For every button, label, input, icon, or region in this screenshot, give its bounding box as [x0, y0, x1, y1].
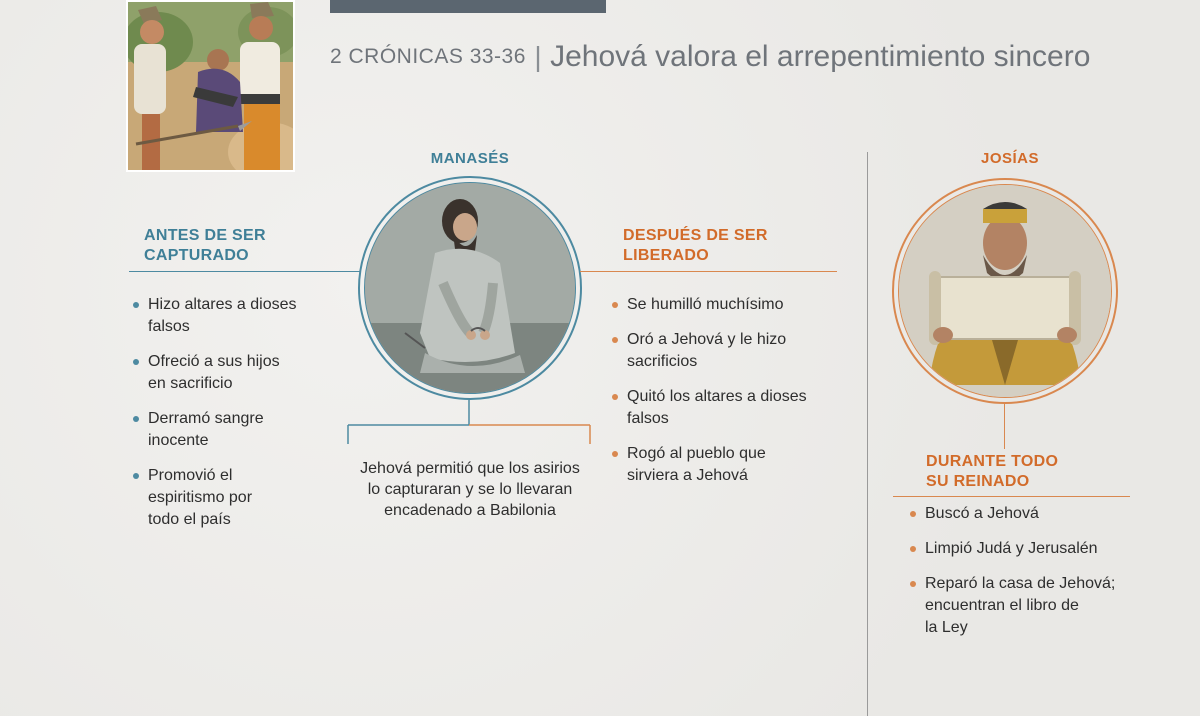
list-item: [610, 443, 850, 487]
caption-line: encadenado a Babilonia: [384, 502, 556, 519]
item-line: Quitó los altares a dioses: [627, 388, 807, 405]
list-item: [908, 503, 1168, 525]
before-title-line2: CAPTURADO: [144, 247, 249, 264]
list-item: [610, 329, 850, 373]
manases-portrait: [358, 176, 582, 400]
page-header: [330, 40, 1090, 74]
after-title-line2: LIBERADO: [623, 247, 709, 264]
item-line: Promovió el: [148, 467, 233, 484]
before-title-line1: ANTES DE SER: [144, 227, 266, 244]
item-line: espiritismo por: [148, 489, 253, 506]
bullet-dot: [612, 337, 618, 343]
bullet-dot: [133, 359, 139, 365]
during-divider-line: [893, 496, 1130, 497]
list-item: [131, 294, 351, 338]
list-item: [908, 573, 1168, 639]
during-title-line2: SU REINADO: [926, 473, 1030, 490]
item-line: Rogó al pueblo que: [627, 445, 766, 462]
item-line: en sacrificio: [148, 375, 233, 392]
header-bar: [330, 0, 606, 13]
list-item: [908, 538, 1168, 560]
josias-portrait: [892, 178, 1118, 404]
item-line: Buscó a Jehová: [925, 505, 1039, 522]
item-line: falsos: [148, 318, 190, 335]
item-line: Ofreció a sus hijos: [148, 353, 280, 370]
bullet-dot: [133, 302, 139, 308]
item-line: Hizo altares a dioses: [148, 296, 297, 313]
scripture-reference: 2 CRÓNICAS 33-36: [330, 45, 526, 68]
item-line: todo el país: [148, 511, 231, 528]
caption-bracket: [344, 398, 594, 448]
item-line: inocente: [148, 432, 209, 449]
during-reign-title: [926, 452, 1058, 492]
bullet-dot: [612, 451, 618, 457]
bullet-dot: [133, 473, 139, 479]
item-line: falsos: [627, 410, 669, 427]
header-separator: |: [534, 41, 542, 72]
page-title: Jehová valora el arrepentimiento sincero: [550, 40, 1091, 73]
list-item: [610, 294, 850, 316]
item-line: Limpió Judá y Jerusalén: [925, 540, 1098, 557]
capture-scene-illustration: [126, 0, 295, 172]
list-item: [131, 351, 351, 395]
manases-kneeling-drawing: [365, 183, 575, 393]
before-capture-list: [131, 294, 351, 544]
section-divider: [867, 152, 868, 716]
before-capture-title: [144, 226, 266, 266]
josias-scroll-drawing: [899, 185, 1111, 397]
before-divider-line: [129, 271, 361, 272]
item-line: Reparó la casa de Jehová;: [925, 575, 1116, 592]
item-line: Se humilló muchísimo: [627, 296, 784, 313]
bullet-dot: [910, 546, 916, 552]
captivity-caption: [330, 458, 610, 521]
after-release-title: [623, 226, 768, 266]
capture-scene-drawing: [128, 2, 293, 170]
item-line: encuentran el libro de: [925, 597, 1079, 614]
list-item: [131, 465, 351, 531]
list-item: [610, 386, 850, 430]
josias-name-label: JOSÍAS: [980, 150, 1040, 167]
item-line: Derramó sangre: [148, 410, 264, 427]
after-title-line1: DESPUÉS DE SER: [623, 227, 768, 244]
bullet-dot: [612, 302, 618, 308]
bullet-dot: [612, 394, 618, 400]
after-release-list: [610, 294, 850, 500]
bullet-dot: [910, 581, 916, 587]
during-reign-list: [908, 503, 1168, 652]
bullet-dot: [133, 416, 139, 422]
manases-name-label: MANASÉS: [430, 150, 510, 167]
josias-connector-line: [1004, 403, 1005, 449]
caption-line: lo capturaran y se lo llevaran: [367, 481, 573, 498]
item-line: sacrificios: [627, 353, 698, 370]
item-line: la Ley: [925, 619, 968, 636]
caption-line: Jehová permitió que los asirios: [360, 460, 580, 477]
after-divider-line: [580, 271, 837, 272]
during-title-line1: DURANTE TODO: [926, 453, 1059, 470]
item-line: Oró a Jehová y le hizo: [627, 331, 787, 348]
bullet-dot: [910, 511, 916, 517]
list-item: [131, 408, 351, 452]
item-line: sirviera a Jehová: [627, 467, 748, 484]
